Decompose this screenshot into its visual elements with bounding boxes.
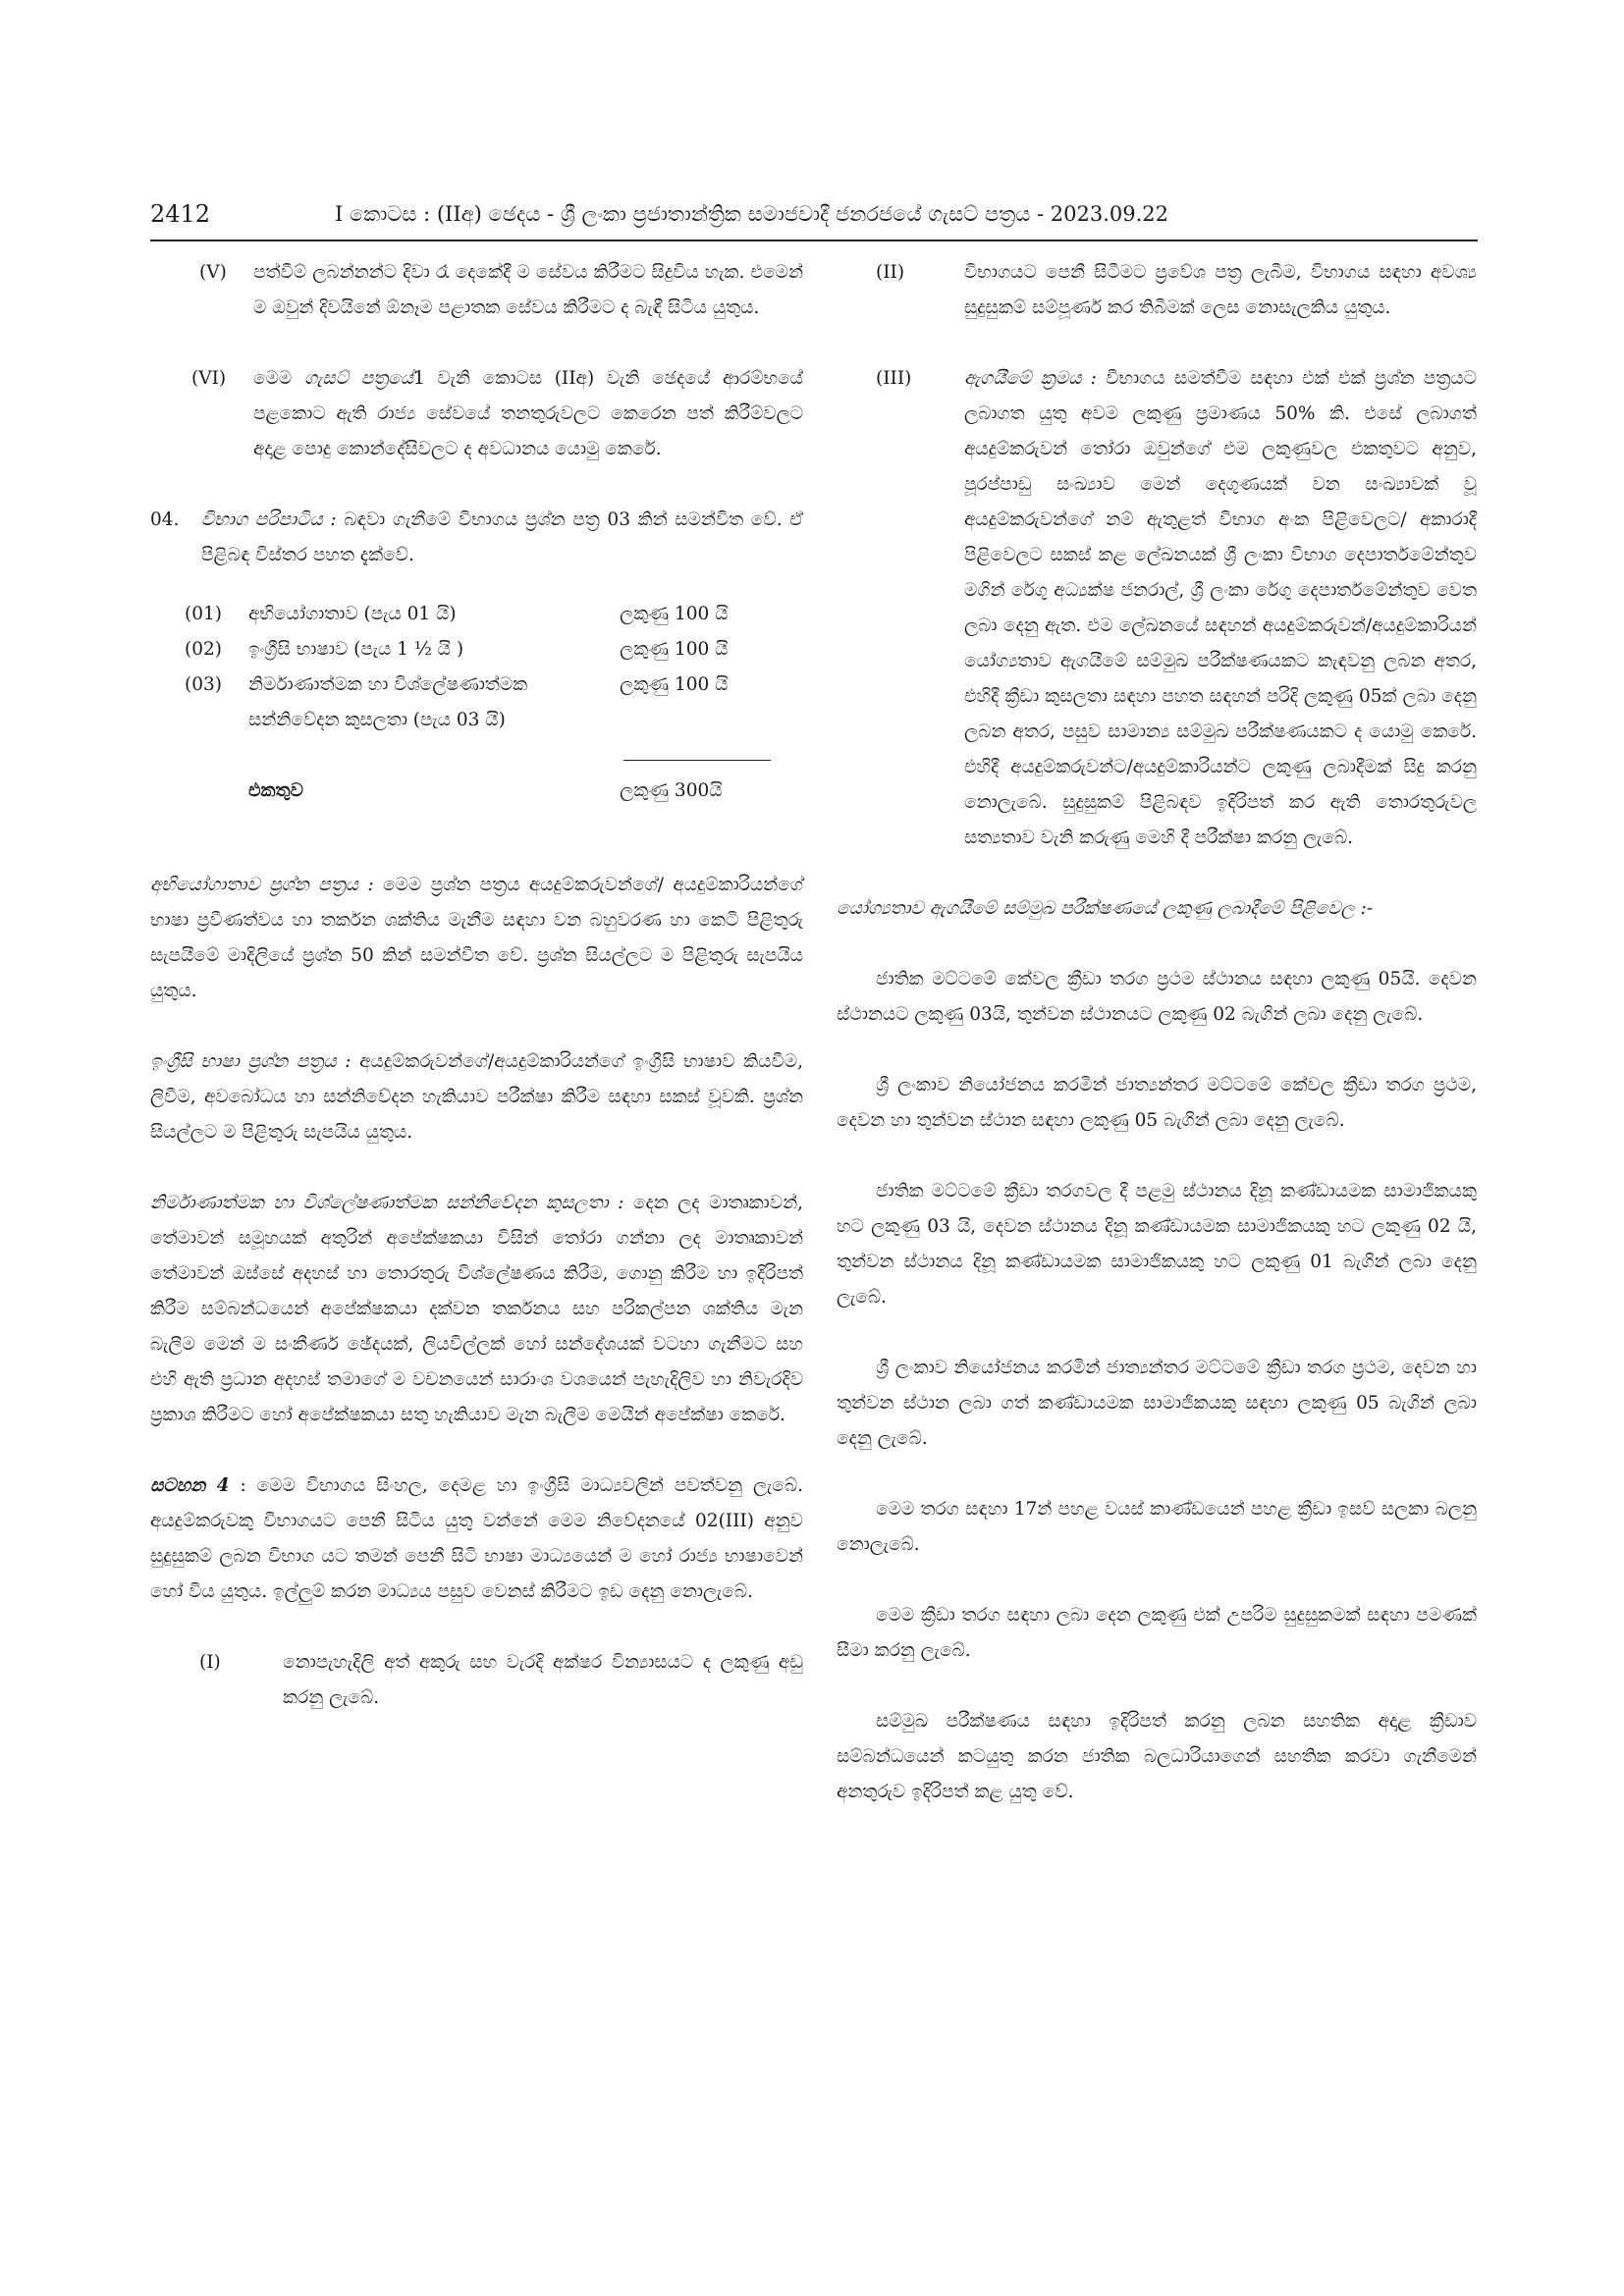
papers-table bbox=[185, 597, 813, 809]
item-text bbox=[253, 361, 803, 467]
section-heading: විභාග පරිපාටිය : bbox=[201, 509, 337, 530]
total-label: එකතුව bbox=[248, 780, 303, 801]
item-body: විභාගය සමත්වීම සඳහා එක් එක් ප්‍රශ්න පත්‍රයට ලබාගත යුතු අවම ලකුණු ප්‍රමාණය 50% කි. එසේ ලබාගත් අයදුම්කරුවන් තෝරා ඔවුන්ගේ එම ලකුණුවල එකතුවට අනුව, පූරප්පාඩු සංඛ්‍යාව මෙන් දෙගුණයක් වන සංඛ්‍යාවක් වූ අයදුම්කරුවන්ගේ නම් ඇතුළත් විභාග අංක පිළිවෙලට/ අකාරාදී පිළිවෙලට සකස් කළ ලේඛනයක් ශ්‍රී ලංකා විභාග දෙපාර්තමේන්තුව මගින් රේගු අධ්‍යක්ෂ ජනරාල්, ශ්‍රී ලංකා රේගු දෙපාර්තමේන්තුව වෙත ලබා දෙනු ඇත. එම ලේඛනයේ සඳහන් අයදුම්කරුවන්/අයදුම්කාරියන් යෝග්‍යතාව ඇගයීමේ සම්මුඛ පරීක්ෂණයකට කැඳවනු ලබන අතර, එහිදී ක්‍රීඩා කුසලතා සඳහා පහත සඳහන් පරිදි ලකුණු 05ක් ලබා දෙනු ලබන අතර, පසුව සාමාන්‍ය සම්මුඛ පරීක්ෂණයකට ද යොමු කෙරේ. එහිදී අයදුම්කරුවන්ට/අයදුම්කාරියන්ට ලකුණු ලබාදීමක් සිදු කරනු නොලැබේ. සුදුසුකම් පිළිබඳව ඉදිරිපත් කර ඇති තොරතුරුවල සත්‍යතාව වැනි කරුණු මෙහි දී පරීක්ෂා කරනු ලැබේ. bbox=[964, 368, 1478, 848]
item-text bbox=[964, 361, 1477, 856]
item-iii bbox=[876, 361, 1477, 856]
aptitude-paragraph bbox=[150, 868, 803, 1009]
paper-marks-cell bbox=[620, 667, 813, 774]
right-column bbox=[837, 255, 1477, 1810]
item-number: (V) bbox=[199, 262, 227, 283]
paragraph-heading: නිර්මාණාත්මක හා විශ්ලේෂණාත්මක සන්නිවේදන කුසලතා : bbox=[150, 1193, 624, 1213]
paper-number: (03) bbox=[185, 674, 222, 695]
paper-name: ඉංග්‍රීසි භාෂාව (පැය 1 ½ යි ) bbox=[248, 639, 464, 660]
item-i bbox=[199, 1645, 803, 1716]
item-text-part: 1 වැනි කොටස (IIඅ) වැනි ඡෙදයේ ආරම්භයේ පළකොට ඇති රාජ්‍ය සේවයේ තනතුරුවලට කෙරෙන පත් කිරීම්වලට අදාළ පොදු කොන්දේසිවලට ද අවධානය යොමු කෙරේ. bbox=[253, 368, 803, 459]
header-rule bbox=[150, 240, 1478, 241]
item-text: නොපැහැදිලි අත් අකුරු සහ වැරදි අක්ෂර වින්‍යාසයට ද ලකුණු අඩු කරනු ලැබේ. bbox=[283, 1652, 803, 1708]
paper-marks: ලකුණු 100 යි bbox=[620, 674, 729, 695]
english-paragraph bbox=[150, 1044, 803, 1150]
table-row bbox=[185, 597, 813, 632]
left-column bbox=[150, 255, 803, 1716]
paper-name: නිර්මාණාත්මක හා විශ්ලේෂණාත්මක සන්නිවේදන කුසලතා (පැය 03 යි) bbox=[248, 674, 528, 730]
paragraph-body: දෙන ලද මාතෘකාවන්, තේමාවන් සමූහයක් අතුරින් අපේක්ෂකයා විසින් තෝරා ගන්නා ලද මාතෘකාවන් තේමාවන් ඔස්සේ අදහස් හා තොරතුරු විශ්ලේෂණය කිරීම, ගොනු කිරීම හා ඉදිරිපත් කිරීම සම්බන්ධයෙන් අපේක්ෂකයා දක්වන තර්කනය සහ පරිකල්පන ශක්තිය මැන බැලීම මෙන් ම සංකීර්ණ ඡේදයක්, ලියවිල්ලක් හෝ සන්දේශයක් වටහා ගැනීමට සහ එහි ඇති ප්‍රධාන අදහස් තමාගේ ම වචනයෙන් සාරාංශ වශයෙන් පැහැදිලිව හා නිවැරදිව ප්‍රකාශ කිරීමට හෝ අපේක්ෂකයා සතු හැකියාව මැන බැලීම මෙයින් අපේක්ෂා කෙරේ. bbox=[150, 1193, 803, 1425]
paragraph-heading: ඉංග්‍රීසි භාෂා ප්‍රශ්න පත්‍රය : bbox=[150, 1051, 352, 1072]
merit-paragraph: මෙම තරග සඳහා 17න් පහළ වයස් කාණ්ඩයෙන් පහළ ක්‍රීඩා ඉසව් සලකා බලනු නොලැබේ. bbox=[837, 1499, 1477, 1555]
merit-paragraph: ශ්‍රී ලංකාව නියෝජනය කරමින් ජාත්‍යන්තර මට්ටමේ කේවල ක්‍රීඩා තරග ප්‍රථම, දෙවන හා තුන්වන ස්ථාන සඳහා ලකුණු 05 බැගින් ලබා දෙනු ලැබේ. bbox=[837, 1075, 1477, 1131]
creative-paragraph bbox=[150, 1186, 803, 1433]
paragraph-heading: අභියෝගාතාව ප්‍රශ්න පත්‍රය : bbox=[150, 875, 374, 895]
table-row bbox=[185, 667, 813, 774]
item-heading: ඇගයීමේ ක්‍රමය : bbox=[964, 368, 1097, 389]
paper-name: අභියෝගාතාව (පැය 01 යි) bbox=[248, 604, 457, 624]
item-text: පත්වීම් ලබන්නන්ට දිවා රෑ දෙකේදී ම සේවය කිරීමට සිදුවිය හැක. එමෙන් ම ඔවුන් දිවයිනේ ඕනෑම පළාතක සේවය කිරීමට ද බැඳී සිටිය යුතුය. bbox=[253, 262, 803, 318]
table-row-total bbox=[185, 774, 813, 809]
item-number: (VI) bbox=[191, 368, 227, 389]
table-row bbox=[185, 632, 813, 667]
item-vi bbox=[191, 361, 803, 467]
total-rule bbox=[623, 760, 771, 761]
paragraph-body: අයදුම්කරුවන්ගේ/අයදුම්කාරියන්ගේ ඉංග්‍රීසි භාෂාව කියවීම, ලිවීම, අවබෝධය හා සන්නිවේදන හැකියාව පරීක්ෂා කිරීම සඳහා සකස් වූවකි. ප්‍රශ්න සියල්ලට ම පිළිතුරු සැපයිය යුතුය. bbox=[150, 1051, 803, 1143]
item-text-part: මෙම bbox=[253, 368, 304, 389]
section-number: 04. bbox=[150, 509, 180, 530]
merit-paragraph: මෙම ක්‍රීඩා තරග සඳහා ලබා දෙන ලකුණු එක් උපරිම සුදුසුකමක් සඳහා පමණක් සීමා කරනු ලැබේ. bbox=[837, 1605, 1477, 1661]
section-body: බඳවා ගැනීමේ විභාගය ප්‍රශ්න පත්‍ර 03 කින් සමන්විත වේ. ඒ පිළිබඳ විස්තර පහත දැක්වේ. bbox=[201, 509, 803, 565]
paper-marks: ලකුණු 100 යි bbox=[620, 639, 729, 660]
merit-paragraph: සම්මුඛ පරීක්ෂණය සඳහා ඉදිරිපත් කරනු ලබන සහතික අදාළ ක්‍රීඩාව සම්බන්ධයෙන් කටයුතු කරන ජාතික බලධාරියාගෙන් සහතික කරවා ගැනීමෙන් අනතුරුව ඉදිරිපත් කළ යුතු වේ. bbox=[837, 1711, 1477, 1802]
merit-paragraph: ජාතික මට්ටමේ කේවල ක්‍රීඩා තරග ප්‍රථම ස්ථානය සඳහා ලකුණු 05යි. දෙවන ස්ථානයට ලකුණු 03යි, තුන්වන ස්ථානයට ලකුණු 02 බැගින් ලබා දෙනු ලැබේ. bbox=[837, 969, 1477, 1025]
merit-heading: යෝග්‍යතාව ඇගයීමේ සම්මුඛ පරීක්ෂණයේ ලකුණු ලබාදීමේ පිළිවෙල :- bbox=[837, 898, 1374, 919]
note-body: : මෙම විභාගය සිංහල, දෙමළ හා ඉංග්‍රීසි මාධ්‍යවලින් පවත්වනු ලැබේ. අයදුම්කරුවකු විභාගයට පෙනී සිටිය යුතු වන්නේ මෙම නිවේදනයේ 02(III) අනුව සුදුසුකම් ලබන විභාග යට තමන් පෙනී සිටි භාෂා මාධ්‍යයෙන් ම හෝ රාජ්‍ය භාෂාවෙන් හෝ විය යුතුය. ඉල්ලුම් කරන මාධ්‍යය පසුව වෙනස් කිරීමට ඉඩ දෙනු නොලැබේ. bbox=[150, 1475, 803, 1602]
merit-paragraph: ජාතික මට්ටමේ ක්‍රීඩා තරගවල දී පළමු ස්ථානය දිනූ කණ්ඩායමක සාමාජිකයකු හට ලකුණු 03 යි, දෙවන ස්ථානය දිනූ කණ්ඩායමක සාමාජිකයකු හට ලකුණු 02 යි, තුන්වන ස්ථානය දිනූ කණ්ඩායමක සාමාජිකයකු හට ලකුණු 01 බැගින් ලබා දෙනු ලැබේ. bbox=[837, 1181, 1477, 1308]
section-text bbox=[201, 503, 803, 573]
note-heading: සටහන 4 bbox=[150, 1475, 230, 1496]
item-v bbox=[199, 255, 803, 326]
item-text: විභාගයට පෙනී සිටීමට ප්‍රවේශ පත්‍ර ලැබීම, විභාගය සඳහා අවශ්‍ය සුදුසුකම් සම්පූර්ණ කර තිබීමක් ලෙස නොසැලකිය යුතුය. bbox=[964, 262, 1477, 318]
section-04 bbox=[150, 503, 803, 573]
paragraph-body: මෙම ප්‍රශ්න පත්‍රය අයදුම්කරුවන්ගේ/ අයදුම්කාරියන්ගේ භාෂා ප්‍රවීණත්වය හා තර්කන ශක්තිය මැනීම සඳහා වන බහුවරණ හා කෙටි පිළිතුරු සැපයීමේ මාදිලියේ ප්‍රශ්න 50 කින් සමන්විත වේ. ප්‍රශ්න සියල්ලට ම පිළිතුරු සැපයිය යුතුය. bbox=[150, 875, 804, 1001]
item-number: (III) bbox=[876, 368, 912, 389]
paper-number: (02) bbox=[185, 639, 222, 660]
item-text-italic: ගැසට් පත්‍රයේ bbox=[303, 368, 414, 389]
item-ii bbox=[876, 255, 1477, 326]
page-header bbox=[150, 194, 1476, 234]
item-number: (I) bbox=[199, 1652, 221, 1673]
paper-number: (01) bbox=[185, 604, 222, 624]
total-marks: ලකුණු 300යි bbox=[620, 780, 723, 801]
gazette-title: I කොටස : (IIඅ) ඡෙදය - ශ්‍රී ලංකා ප්‍රජාතාන්ත්‍රික සමාජවාදී ජනරජයේ ගැසට් පත්‍රය - 2023.09.22 bbox=[335, 202, 1169, 226]
merit-paragraph: ශ්‍රී ලංකාව නියෝජනය කරමින් ජාත්‍යන්තර මට්ටමේ ක්‍රීඩා තරග ප්‍රථම, දෙවන හා තුන්වන ස්ථාන ලබා ගත් කණ්ඩායමක සාමාජිකයකු සඳහා ලකුණු 05 බැගින් ලබා දෙනු ලැබේ. bbox=[837, 1358, 1477, 1449]
page-number: 2412 bbox=[150, 200, 211, 228]
paper-marks: ලකුණු 100 යි bbox=[620, 604, 729, 624]
note-4-paragraph bbox=[150, 1468, 803, 1610]
item-number: (II) bbox=[876, 262, 905, 283]
